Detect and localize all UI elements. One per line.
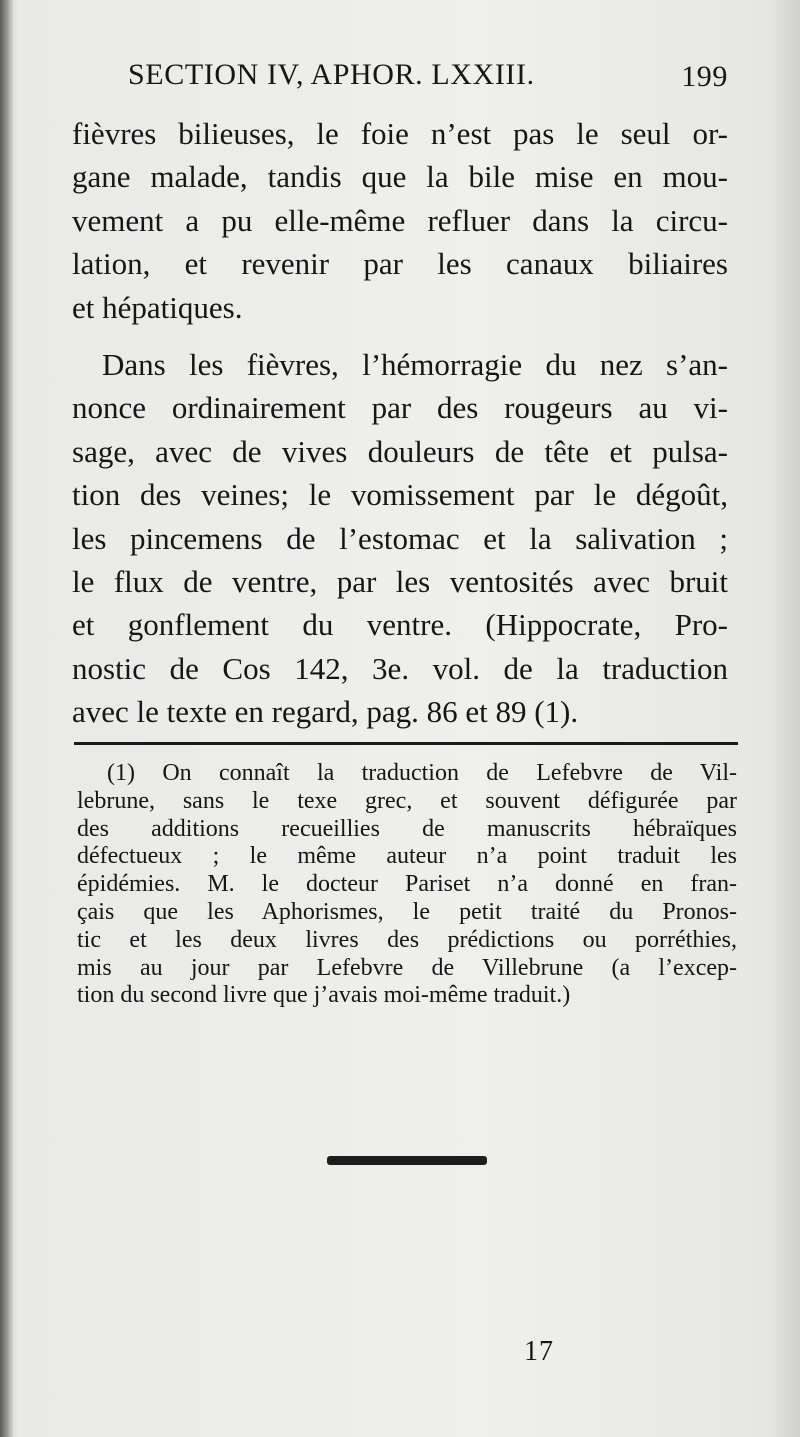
- text-line: nonce ordinairement par des rougeurs au vi-: [72, 390, 728, 426]
- text-line: et hépatiques.: [72, 289, 243, 325]
- text-line: vement a pu elle-même refluer dans la circu-: [72, 202, 728, 238]
- text-line: les pincemens de l’estomac et la salivation ;: [72, 520, 728, 556]
- footnote-line: des additions recueillies de manuscrits hébraïques: [77, 815, 737, 842]
- footnote: [77, 760, 737, 1010]
- end-ornament-bar: [327, 1156, 487, 1165]
- text-line: et gonflement du ventre. (Hippocrate, Pro-: [72, 607, 728, 643]
- page-number: 199: [681, 60, 728, 93]
- text-line: tion des veines; le vomissement par le dégoût,: [72, 477, 728, 513]
- header-title: SECTION IV, APHOR. LXXIII.: [128, 58, 535, 91]
- text-line: avec le texte en regard, pag. 86 et 89 (1).: [72, 694, 579, 730]
- page-edge-shadow: [0, 0, 14, 1437]
- footnote-line: épidémies. M. le docteur Pariset n’a donné en fran-: [77, 871, 737, 898]
- text-line: Dans les fièvres, l’hémorragie du nez s’an-: [102, 346, 728, 382]
- text-line: le flux de ventre, par les ventosités avec bruit: [72, 563, 728, 599]
- footnote-line: lebrune, sans le texe grec, et souvent défigurée par: [77, 787, 737, 814]
- footnote-separator-rule: [74, 742, 738, 745]
- footnote-line: çais que les Aphorismes, le petit traité du Pronos-: [77, 898, 737, 925]
- paragraph-gap: [72, 329, 728, 343]
- text-line: sage, avec de vives douleurs de tête et pulsa-: [72, 433, 728, 469]
- text-line: gane malade, tandis que la bile mise en mou-: [72, 159, 728, 195]
- footnote-line: mis au jour par Lefebvre de Villebrune (a l’excep-: [77, 954, 737, 981]
- running-header: [128, 58, 728, 98]
- text-line: nostic de Cos 142, 3e. vol. de la traduction: [72, 650, 728, 686]
- footnote-line: (1) On connaît la traduction de Lefebvre de Vil-: [107, 760, 737, 786]
- text-line: lation, et revenir par les canaux biliaires: [72, 246, 728, 282]
- footnote-line: tic et les deux livres des prédictions ou porréthies,: [77, 926, 737, 953]
- text-line: fièvres bilieuses, le foie n’est pas le seul or-: [72, 116, 728, 151]
- signature-mark: 17: [524, 1336, 554, 1367]
- footnote-line: défectueux ; le même auteur n’a point traduit les: [77, 843, 737, 870]
- footnote-line: tion du second livre que j’avais moi-même traduit.): [77, 982, 571, 1009]
- body-text: [72, 112, 728, 733]
